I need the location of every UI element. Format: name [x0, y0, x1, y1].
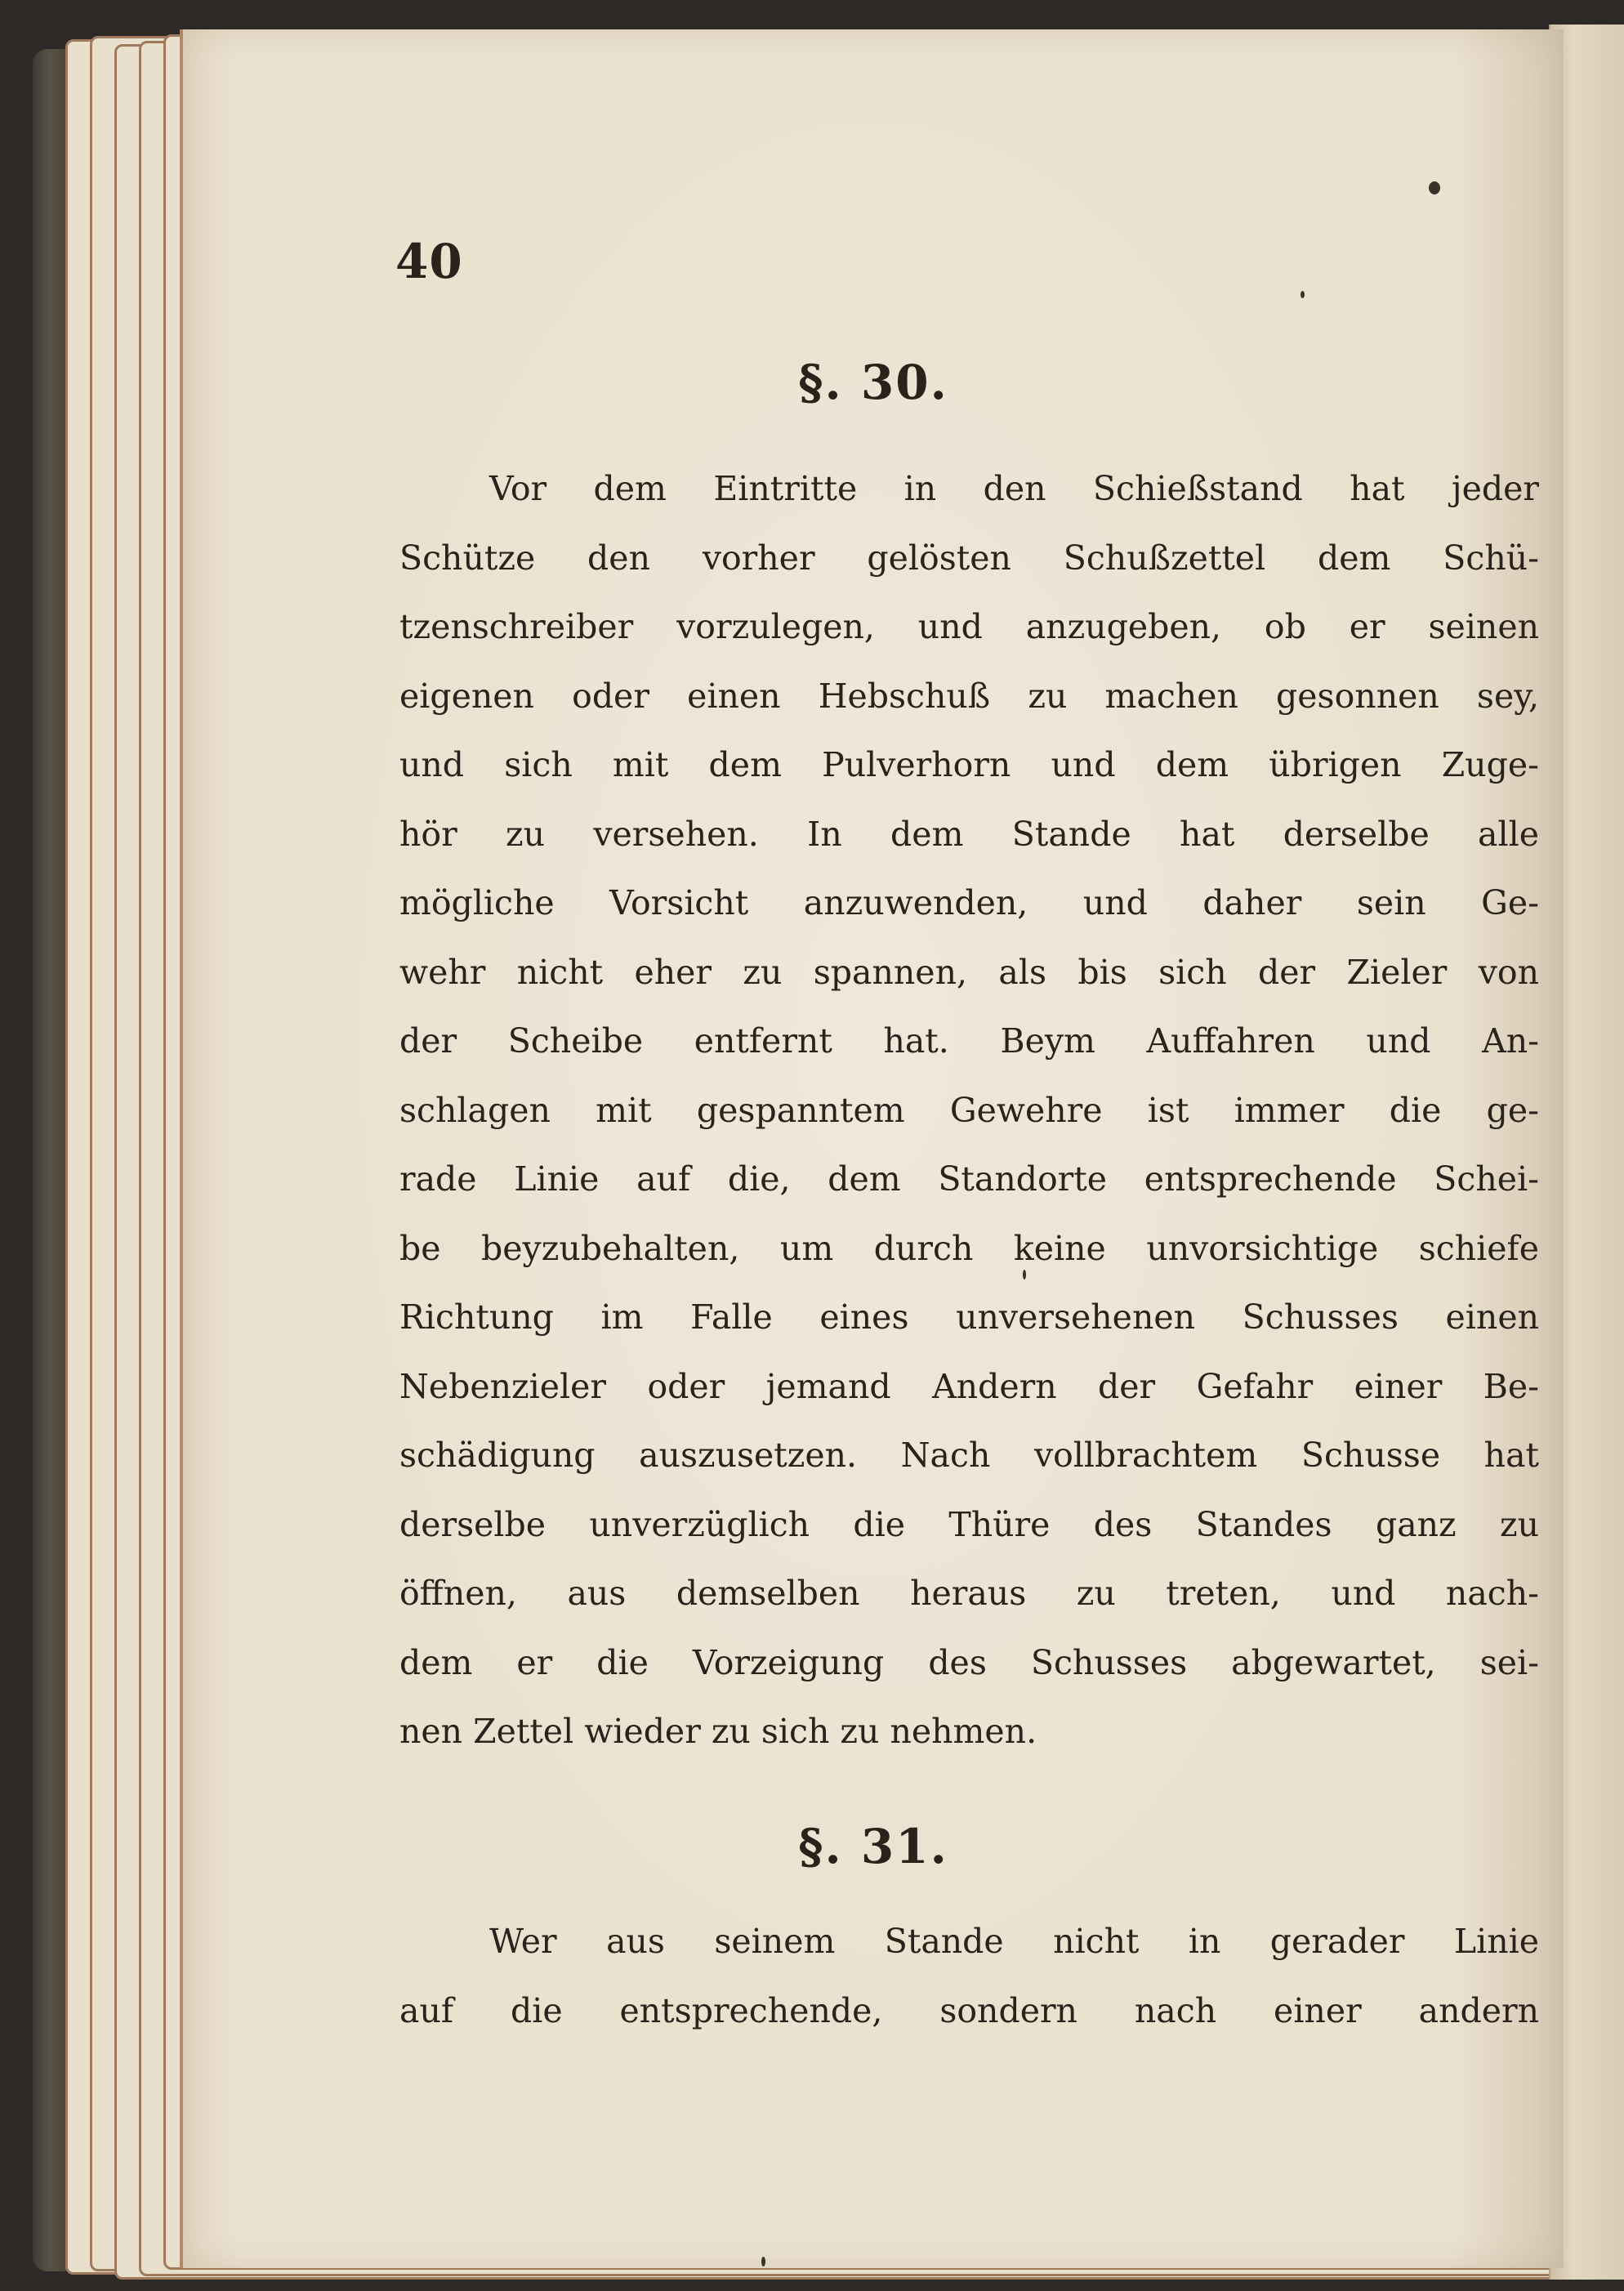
text-line: Richtung im Falle eines unversehenen Schusses einen	[399, 1297, 1539, 1337]
text-line: schädigung auszusetzen. Nach vollbrachtem Schusse hat	[399, 1436, 1539, 1475]
text-line: Vor dem Eintritte in den Schießstand hat jeder	[489, 469, 1539, 508]
text-line: dem er die Vorzeigung des Schusses abgewartet, sei-	[399, 1642, 1539, 1682]
text-line: rade Linie auf die, dem Standorte entsprechende Schei-	[399, 1159, 1539, 1199]
text-line: mögliche Vorsicht anzuwenden, und daher sein Ge-	[399, 883, 1539, 922]
text-line: Nebenzieler oder jemand Andern der Gefahr einer Be-	[399, 1366, 1539, 1406]
text-line: Schütze den vorher gelösten Schußzettel dem Schü-	[399, 538, 1539, 578]
section-31-paragraph	[399, 1907, 1539, 2045]
section-heading-30: §. 30.	[798, 355, 948, 410]
text-line: der Scheibe entfernt hat. Beym Auffahren und An-	[399, 1021, 1539, 1061]
text-line: schlagen mit gespanntem Gewehre ist immer die ge-	[399, 1090, 1539, 1130]
text-line: öffnen, aus demselben heraus zu treten, und nach-	[399, 1574, 1539, 1613]
section-30-paragraph	[399, 454, 1539, 1766]
text-line: be beyzubehalten, um durch keine unvorsichtige schiefe	[399, 1228, 1539, 1268]
ink-speck	[1429, 181, 1440, 194]
text-line: und sich mit dem Pulverhorn und dem übrigen Zuge-	[399, 745, 1539, 784]
text-line: derselbe unverzüglich die Thüre des Standes ganz zu	[399, 1504, 1539, 1544]
section-heading-31: §. 31.	[798, 1819, 948, 1874]
text-line: hör zu versehen. In dem Stande hat derselbe alle	[399, 814, 1539, 854]
ink-speck	[761, 2257, 765, 2266]
text-line: auf die entsprechende, sondern nach einer andern	[399, 1990, 1539, 2030]
page-number: 40	[395, 234, 463, 289]
book-page	[180, 29, 1564, 2268]
text-line: nen Zettel wieder zu sich zu nehmen.	[399, 1712, 1037, 1751]
text-line: tzenschreiber vorzulegen, und anzugeben, ob er seinen	[399, 607, 1539, 646]
text-line: Wer aus seinem Stande nicht in gerader Linie	[489, 1922, 1539, 1961]
text-line: wehr nicht eher zu spannen, als bis sich der Zieler von	[399, 952, 1539, 992]
text-line: eigenen oder einen Hebschuß zu machen gesonnen sey,	[399, 676, 1539, 716]
ink-speck	[1301, 291, 1305, 298]
